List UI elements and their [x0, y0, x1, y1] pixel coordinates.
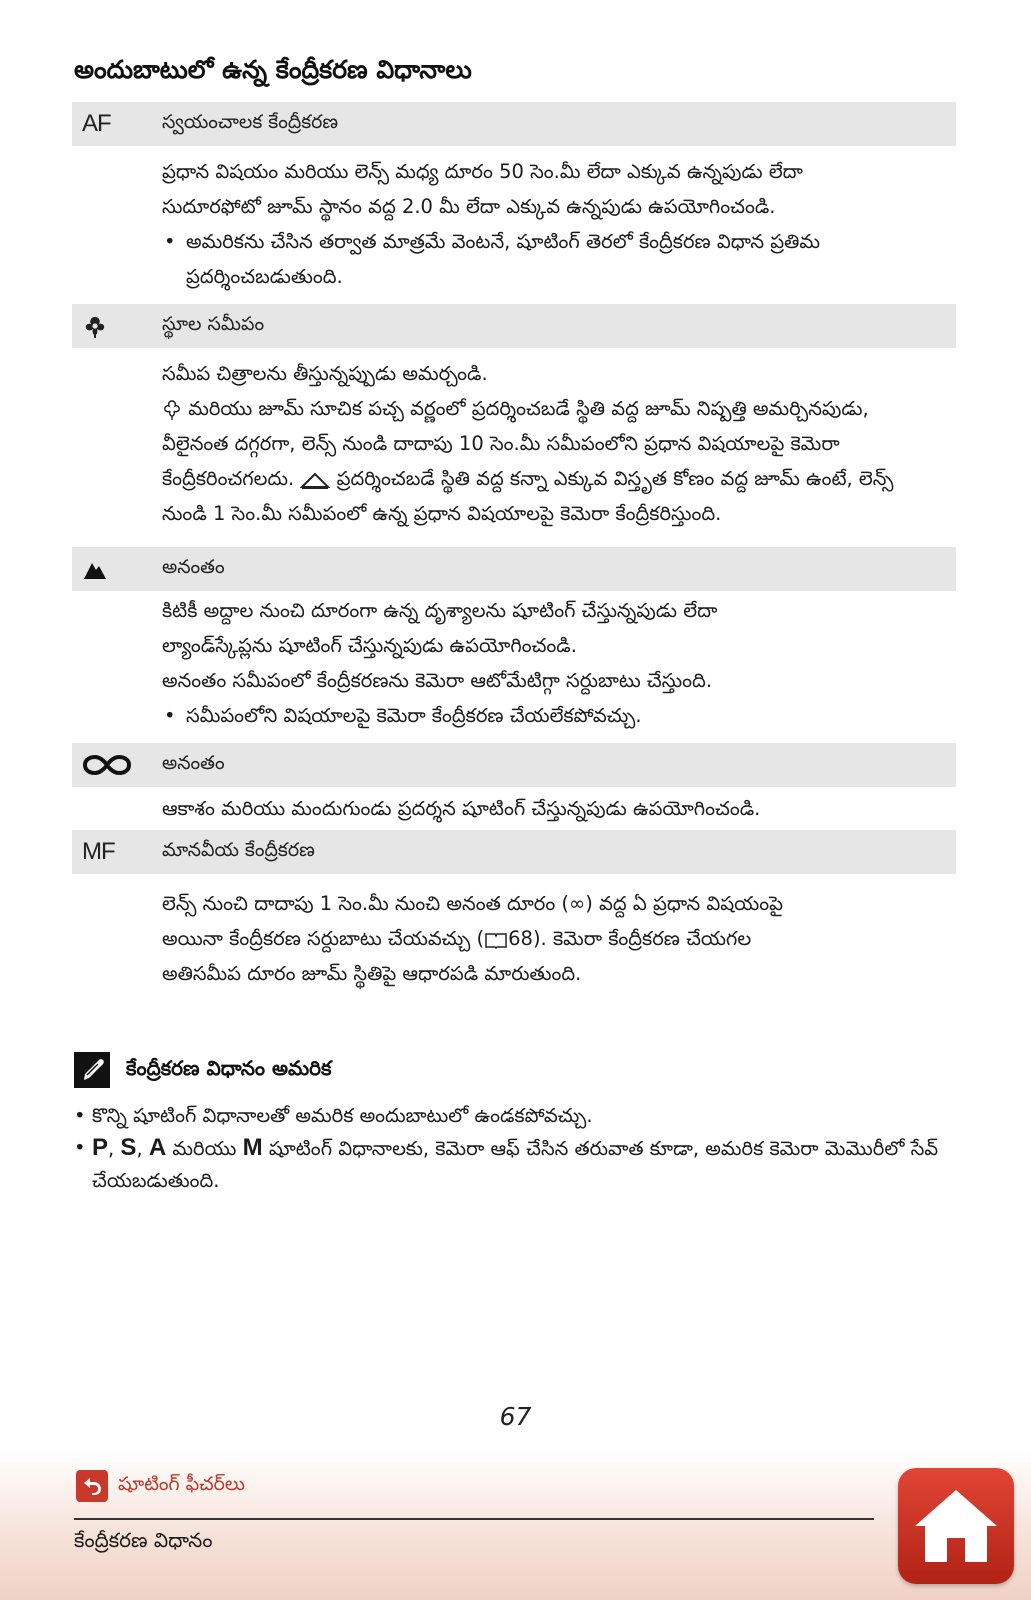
- description-line: కిటికీ అద్దాల నుంచి దూరంగా ఉన్న దృశ్యాలను షూటింగ్ చేస్తున్నపుడు లేదా: [162, 599, 718, 622]
- focus-mode-table: [72, 102, 956, 1001]
- note-item: • కొన్ని షూటింగ్ విధానాలతో అమరిక అందుబాటులో ఉండకపోవచ్చు.: [74, 1100, 954, 1132]
- note-body: [74, 1100, 954, 1197]
- macro-flower-icon: [82, 304, 138, 348]
- infinity-icon: [82, 743, 138, 787]
- description-line: లెన్స్ నుంచి దాదాపు 1 సెం.మీ నుంచి అనంత దూరం (∞) వద్ద ఏ ప్రధాన విషయంపై: [162, 892, 783, 915]
- mode-name: అనంతం: [162, 555, 225, 578]
- mode-row-landscape: [72, 547, 956, 743]
- macro-text-2: ప్రదర్శించబడే స్థితి వద్ద కన్నా ఎక్కువ విస్తృత కోణం వద్ద జూమ్ ఉంటే, లెన్స్ నుండి 1 సెం.మీ సమీపంలో ఉన్న ప్రధాన విషయాలపై కెమెరా కేంద్రీకరిస్తుంది.: [162, 467, 894, 525]
- mode-description: [72, 787, 956, 830]
- note-item: • P, S, A మరియు M షూటింగ్ విధానాలకు, కెమెరా ఆఫ్ చేసిన తరువాత కూడా, అమరిక కెమెరా మెమొరీలో సేవ్ చేయబడుతుంది.: [74, 1132, 954, 1197]
- page-title: అందుబాటులో ఉన్న కేంద్రీకరణ విధానాలు: [74, 55, 472, 84]
- macro-text: మరియు జూమ్ సూచిక పచ్చ వర్ణంలో ప్రదర్శించబడే స్థితి వద్ద జూమ్ నిష్పత్తి అమర్చినపుడు, వీలైనంత దగ్గరగా, లెన్స్ నుండి దాదాపు 10 సెం.మీ సమీపంలోని ప్రధాన విషయాలపై కెమెరా కేంద్రీకరించగలదు.: [162, 397, 869, 490]
- macro-outline-icon: [162, 399, 182, 421]
- description-line: సుదూరఫోటో జూమ్ స్థానం వద్ద 2.0 మీ లేదా ఎక్కువ ఉన్నపుడు ఉపయోగించండి.: [162, 195, 776, 218]
- footer-divider: [74, 1518, 874, 1520]
- page-reference[interactable]: 68). కెమెరా కేంద్రీకరణ చేయగల: [508, 927, 752, 950]
- mode-letter: S: [120, 1134, 137, 1161]
- mode-row-mf: [72, 830, 956, 1001]
- reference-text: అయినా కేంద్రీకరణ సర్దుబాటు చేయవచ్చు (: [162, 927, 485, 950]
- af-icon: AF: [82, 110, 111, 137]
- note-conjunction: మరియు: [172, 1137, 237, 1160]
- description-line: ప్రధాన విషయం మరియు లెన్స్ మధ్య దూరం 50 సెం.మీ లేదా ఎక్కువ ఉన్నపుడు లేదా: [162, 160, 803, 183]
- note-title: కేంద్రీకరణ విధానం అమరిక: [126, 1055, 332, 1080]
- mode-header-infinity: [72, 743, 956, 787]
- back-arrow-icon[interactable]: [76, 1470, 108, 1502]
- note-block: [74, 1050, 954, 1197]
- description-line: ఆకాశం మరియు మందుగుండు ప్రదర్శన షూటింగ్ చేస్తున్నపుడు ఉపయోగించండి.: [162, 797, 761, 820]
- mode-header-macro: [72, 304, 956, 348]
- pencil-note-icon: [74, 1052, 110, 1088]
- home-icon[interactable]: [911, 1486, 1001, 1566]
- description-line: అనంతం సమీపంలో కేంద్రీకరణను కెమెరా ఆటోమేటిగ్గా సర్దుబాటు చేస్తుంది.: [162, 669, 713, 692]
- description-paragraph: [162, 391, 940, 531]
- mode-header-landscape: [72, 547, 956, 591]
- book-reference-icon[interactable]: [484, 931, 508, 949]
- description-line: అతిసమీప దూరం జూమ్ స్థితిపై ఆధారపడి మారుతుంది.: [162, 962, 582, 985]
- wide-angle-icon: [300, 470, 330, 490]
- mf-icon: MF: [82, 838, 115, 865]
- back-link[interactable]: [76, 1470, 245, 1502]
- mode-row-macro: [72, 304, 956, 541]
- mode-name: స్వయంచాలక కేంద్రీకరణ: [162, 110, 339, 133]
- mode-row-infinity: [72, 743, 956, 830]
- section-name: కేంద్రీకరణ విధానం: [74, 1528, 213, 1552]
- mode-header-af: [72, 102, 956, 146]
- mode-description: [72, 874, 956, 1001]
- note-header: [74, 1050, 954, 1090]
- note-text: షూటింగ్ విధానాలకు, కెమెరా ఆఫ్ చేసిన తరువాత కూడా, అమరిక కెమెరా మెమొరీలో సేవ్ చేయబడుతుంది.: [92, 1137, 939, 1192]
- mode-header-mf: [72, 830, 956, 874]
- description-line: [162, 921, 940, 956]
- mode-row-af: [72, 102, 956, 304]
- mode-name: అనంతం: [162, 751, 225, 774]
- mode-name: స్థూల సమీపం: [162, 312, 265, 335]
- mode-letter: M: [242, 1134, 263, 1161]
- mode-name: మానవీయ కేంద్రీకరణ: [162, 838, 315, 861]
- home-button[interactable]: [898, 1468, 1014, 1584]
- mountain-icon: [82, 547, 138, 591]
- mode-description: [72, 348, 956, 541]
- mode-letter: P: [92, 1134, 109, 1161]
- mode-letter: A: [148, 1134, 167, 1161]
- mode-description: [72, 146, 956, 304]
- mode-description: [72, 591, 956, 743]
- description-line: ల్యాండ్‌స్కేప్లను షూటింగ్ చేస్తున్నపుడు ఉపయోగించండి.: [162, 634, 577, 657]
- back-link-label[interactable]: షూటింగ్ ఫీచర్‌లు: [118, 1472, 245, 1495]
- page-number: 67: [499, 1402, 532, 1431]
- bullet-item: • సమీపంలోని విషయాలపై కెమెరా కేంద్రీకరణ చేయలేకపోవచ్చు.: [162, 698, 940, 733]
- bullet-item: • అమరికను చేసిన తర్వాత మాత్రమే వెంటనే, షూటింగ్ తెరలో కేంద్రీకరణ విధాన ప్రతిమ ప్రదర్శించబడుతుంది.: [162, 224, 940, 294]
- description-line: సమీప చిత్రాలను తీస్తున్నప్పుడు అమర్చండి.: [162, 362, 488, 385]
